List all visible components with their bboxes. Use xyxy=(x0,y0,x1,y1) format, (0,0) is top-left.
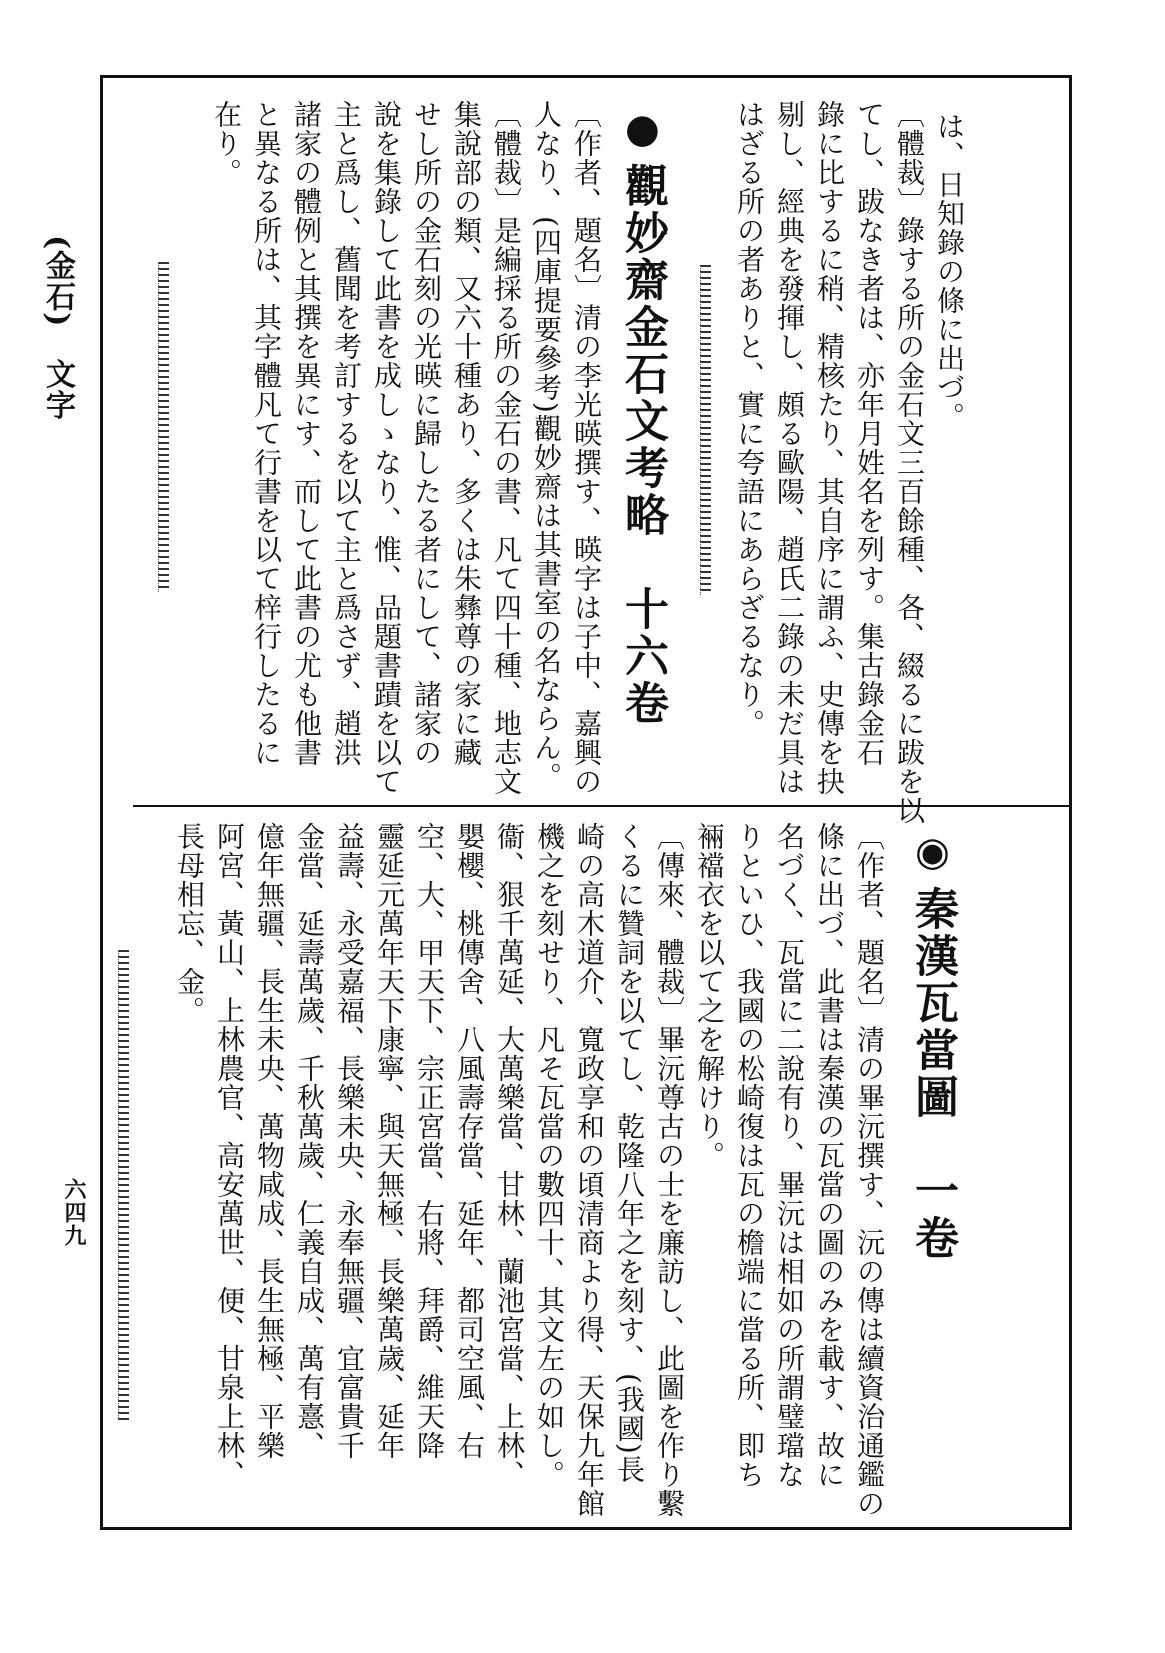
bottom-col-1: 〔作者、題名〕清の畢沅撰す、沅の傳は續資治通鑑の xyxy=(853,822,886,1518)
bottom-col-5: 裲襠衣を以て之を解けり。 xyxy=(693,822,726,1170)
bottom-col-16: 億年無疆、長生未央、萬物咸成、長生無極、平樂 xyxy=(253,822,286,1460)
bottom-col-4: りといひ、我國の松崎復は瓦の檐端に當る所、即ち xyxy=(733,822,766,1489)
bottom-col-9: 機之を刻せり、凡そ瓦當の數四十、其文左の如し。 xyxy=(533,822,566,1489)
top-entry-col-2: 人なり、(四庫提要參考)觀妙齋は其書室の名ならん。 xyxy=(530,100,563,791)
ornamental-separator xyxy=(700,265,711,595)
top-continuation-col-5: 剔し、經典を發揮し、頗る歐陽、趙氏二錄の未だ具は xyxy=(773,100,806,796)
entry-title-bottom xyxy=(907,828,958,1262)
bottom-col-6: 〔傳來、體裁〕畢沅尊古の士を廉訪し、此圖を作り繫 xyxy=(653,822,686,1518)
entry-bullet-icon: ◉ xyxy=(909,828,956,878)
top-entry-col-9: と異なる所は、其字體凡て行書を以て梓行したるに xyxy=(250,100,283,767)
entry-title-text: 秦漢瓦當圖 一卷 xyxy=(907,886,958,1262)
bottom-col-17: 阿宮、黃山、上林農官、高安萬世、便、甘泉上林、 xyxy=(213,822,246,1489)
top-continuation-col-4: 錄に比するに稍、精核たり、其自序に謂ふ、史傳を抉 xyxy=(813,100,846,796)
section-divider xyxy=(133,805,1072,807)
bottom-col-18: 長母相忘、金。 xyxy=(173,822,206,1025)
bottom-col-8: 崎の高木道介、寬政享和の頃清商より得、天保九年館 xyxy=(573,822,606,1518)
bottom-col-3: 名づく、瓦當に二說有り、畢沅は相如の所謂璧璫な xyxy=(773,822,806,1489)
bottom-col-10: 衞、狠千萬延、大萬樂當、甘林、蘭池宮當、上林、 xyxy=(493,822,526,1489)
top-entry-col-1: 〔作者、題名〕清の李光暎撰す、暎字は子中、嘉興の xyxy=(570,100,603,796)
bottom-col-12: 空、大、甲天下、宗正宮當、右將、拜爵、維天降 xyxy=(413,822,446,1460)
entry-title-top xyxy=(617,105,668,727)
page-number: 六四九 xyxy=(61,1178,87,1247)
top-entry-col-5: せし所の金石刻の光暎に歸したる者にして、諸家の xyxy=(410,100,443,767)
ornamental-separator xyxy=(158,262,169,592)
top-entry-col-8: 諸家の體例と其撰を異にす、而して此書の尤も他書 xyxy=(290,100,323,767)
bottom-col-15: 金當、延壽萬歲、千秋萬歲、仁義自成、萬有憙、 xyxy=(293,822,326,1460)
ornamental-separator xyxy=(118,950,129,1420)
bottom-col-14: 益壽、永受嘉福、長樂未央、永奉無疆、宜富貴千 xyxy=(333,822,366,1460)
top-entry-col-6: 說を集錄して此書を成しゝなり、惟、品題書蹟を以て xyxy=(370,100,403,796)
top-entry-col-4: 集說部の類、又六十種あり、多くは朱彝尊の家に藏 xyxy=(450,100,483,767)
top-continuation-col-2: 〔體裁〕錄する所の金石文三百餘種、各、綴るに跋を以 xyxy=(893,100,926,825)
bottom-col-11: 嬰櫻、桃傳舍、八風壽存當、延年、都司空風、右 xyxy=(453,822,486,1460)
running-header: (金石) 文字 xyxy=(40,235,75,421)
bottom-col-13: 靈延元萬年天下康寧、與天無極、長樂萬歲、延年 xyxy=(373,822,406,1460)
entry-title-text: 觀妙齋金石文考略 十六卷 xyxy=(617,163,668,727)
top-entry-col-3: 〔體裁〕是編採る所の金石の書、凡て四十種、地志文 xyxy=(490,100,523,796)
bottom-col-2: 條に出づ、此書は秦漢の瓦當の圖のみを載す、故に xyxy=(813,822,846,1489)
bottom-col-7: くるに贊詞を以てし、乾隆八年之を刻す、(我國)長 xyxy=(613,822,646,1484)
top-entry-col-7: 主と爲し、舊聞を考訂するを以て主と爲さず、趙洪 xyxy=(330,100,363,767)
top-continuation-col-6: はざる所の者ありと、實に夸語にあらざるなり。 xyxy=(733,100,766,738)
top-continuation-col-3: てし、跋なき者は、亦年月姓名を列す。集古錄金石 xyxy=(853,100,886,767)
top-continuation-col-1: は、日知錄の條に出づ。 xyxy=(933,112,966,431)
top-entry-col-10: 在り。 xyxy=(210,100,243,187)
entry-bullet-icon: ● xyxy=(619,105,666,155)
